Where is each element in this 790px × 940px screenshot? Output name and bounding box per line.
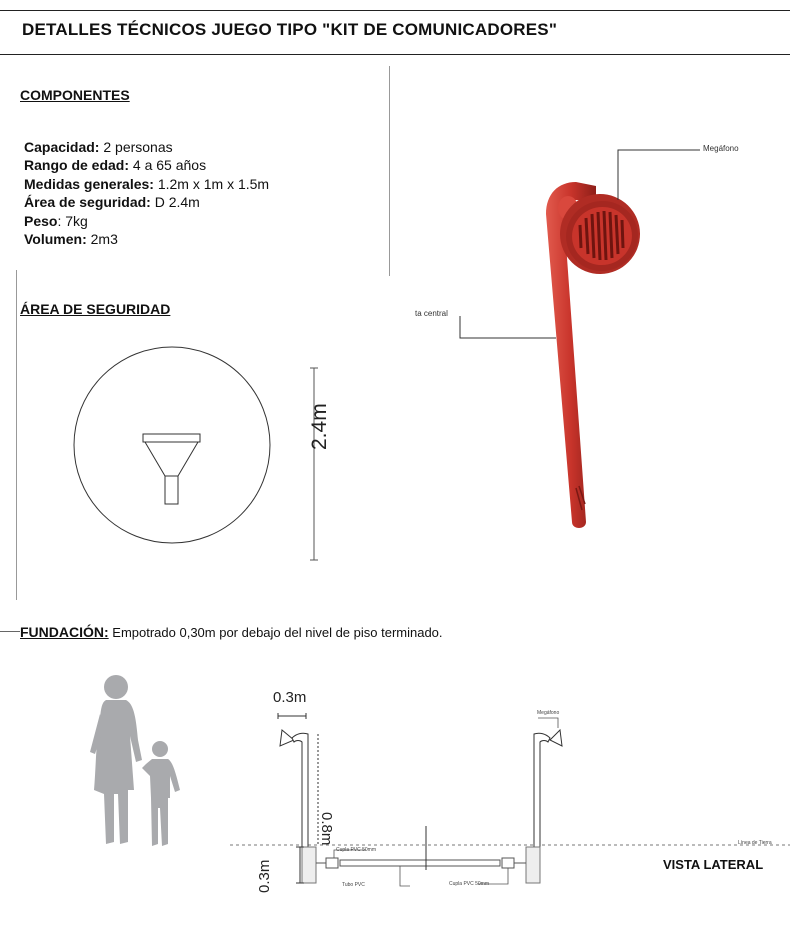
foundation-block-left [302, 847, 316, 883]
side-view-title: VISTA LATERAL [663, 857, 764, 872]
spec-safety-area: Área de seguridad: D 2.4m [24, 194, 200, 211]
foundation-block-right [526, 847, 540, 883]
central-leader-line [460, 316, 556, 338]
foundation-label: FUNDACIÓN: [20, 624, 109, 640]
foundation-lead-line [0, 631, 20, 632]
megafono-small-leader [538, 718, 558, 728]
divider-vertical-right [389, 66, 390, 276]
width-dim-label: 0.3m [273, 689, 307, 706]
depth-dim-label: 0.3m [256, 859, 273, 893]
tubo-leader [400, 866, 410, 886]
cupla-right [502, 858, 514, 868]
underground-pipe [340, 860, 500, 866]
safety-heading: ÁREA DE SEGURIDAD [20, 301, 171, 317]
tubo-pvc-label: Tubo PVC [342, 882, 365, 888]
spec-weight: Peso: 7kg [24, 212, 88, 229]
ground-label: Línea de Tierra [738, 840, 772, 846]
foundation-note [20, 624, 443, 640]
spec-volume: Volumen: 2m3 [24, 231, 118, 248]
megafono-leader-line [618, 150, 700, 200]
spec-capacity: Capacidad: 2 personas [24, 139, 173, 155]
central-post-label: ta central [415, 309, 448, 318]
megaphone-plan-icon [143, 434, 200, 504]
communicator-render [400, 130, 780, 550]
megafono-small-label: Megáfono [537, 710, 560, 716]
page-title: DETALLES TÉCNICOS JUEGO TIPO "KIT DE COMUNICADORES" [22, 20, 558, 39]
safety-diameter-label: 2.4m [308, 403, 331, 450]
components-heading: COMPONENTES [20, 87, 130, 103]
cupla-left [326, 858, 338, 868]
spec-dimensions: Medidas generales: 1.2m x 1m x 1.5m [24, 175, 270, 192]
foundation-text: Empotrado 0,30m por debajo del nivel de piso terminado. [108, 625, 443, 640]
safety-area-drawing [0, 350, 360, 570]
right-post [534, 730, 562, 847]
title-rule [0, 54, 790, 55]
megafono-label: Megáfono [703, 144, 739, 153]
spec-age-range: Rango de edad: 4 a 65 años [24, 157, 207, 174]
spec-list [24, 138, 269, 248]
cupla-bottom-label: Cupla PVC 50mm [449, 881, 490, 887]
top-rule [0, 10, 790, 11]
height-dim-label: 0.8m [318, 812, 335, 846]
people-silhouette [80, 670, 200, 855]
left-post [280, 730, 308, 847]
cupla-top-label: Cupla PVC 50mm [336, 847, 377, 853]
